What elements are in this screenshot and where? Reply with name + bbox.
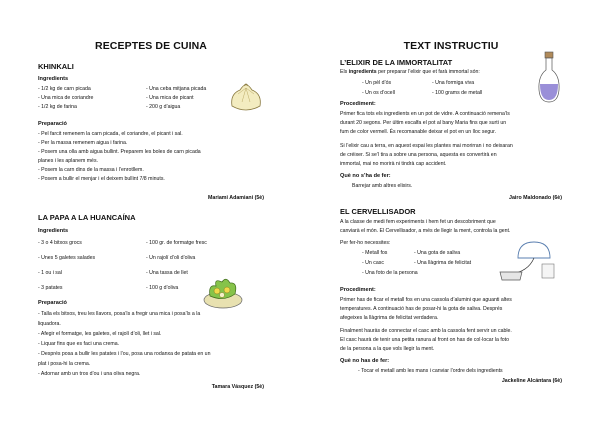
cervell-heading: EL CERVELLISADOR	[340, 207, 416, 216]
cervell-what-label: Què no has de fer:	[340, 358, 390, 364]
ingredient-item: - 1/2 kg de farina	[38, 104, 77, 110]
cervellisador-drawing	[498, 238, 562, 282]
prep-line: - Afegir el formatge, les galetes, el rajolí d’oli, llet i sal.	[38, 331, 162, 337]
papa-heading: LA PAPA A LA HUANCAÍNA	[38, 213, 136, 222]
ingredient-item: - 3 o 4 bitxos grocs	[38, 240, 82, 246]
ingredient-item: - Una gota de saliva	[414, 250, 461, 256]
left-column-title: RECEPTES DE CUINA	[95, 40, 207, 52]
ingredient-item: - Metall fos	[362, 250, 388, 256]
prep-line: - Després posa a bullir les patates i l’ou, posa una rodanxa de patata en un	[38, 351, 211, 357]
proc-line: temperatures. A continuació has de posar-hi la gota de saliva. Després	[340, 306, 503, 312]
prep-line: - Adornar amb un tros d’ou i una oliva negra.	[38, 371, 141, 377]
proc-line: Si l’elixir cau a terra, en aquest espai les plantes mai morirran i no deixaran	[340, 143, 513, 149]
intro-line: A la classe de medi fem experiments i hem fet un descobriment que	[340, 219, 496, 225]
papa-prep-label: Preparació	[38, 300, 67, 306]
proc-line: afegeixes la llàgrima de felicitat verdadera.	[340, 315, 439, 321]
elixir-bottle-drawing	[536, 50, 562, 104]
elixir-what: Barrejar amb altres elixirs.	[352, 183, 413, 189]
khinkali-prep-label: Preparació	[38, 121, 67, 127]
ingredient-item: - Una tassa de llet	[146, 270, 188, 276]
ingredient-item: - 1/2 kg de carn picada	[38, 86, 91, 92]
ingredient-item: - Un casc	[362, 260, 384, 266]
prep-line: - Posem una olla amb aigua bullint. Preparem les boles de carn picada	[38, 149, 201, 155]
ingredient-item: - 3 patates	[38, 285, 63, 291]
ingredient-item: - Una foto de la persona	[362, 270, 418, 276]
papa-dish-drawing	[202, 274, 244, 310]
prep-line: - Per la massa remenem aigua i farina.	[38, 140, 128, 146]
proc-line: de créixer. Si se’l tira a sobre una persona, aquesta es convertirà en	[340, 152, 497, 158]
ingredient-item: - 100 g d’oliva	[146, 285, 179, 291]
proc-line: Finalment hauràs de connectar el casc amb la cassola fent servir un cable.	[340, 328, 512, 334]
khinkali-heading: KHINKALI	[38, 62, 74, 71]
khinkali-ingredients-label: Ingredients	[38, 76, 69, 82]
prep-line: - Talla els bitxos, treu les llavors, posa’ls a fregir una mica i posa’ls a la	[38, 311, 201, 317]
ingredient-item: - Una mica de coriandre	[38, 95, 94, 101]
ingredient-item: - 100 grams de metall	[432, 90, 483, 96]
prep-line: liquadora.	[38, 321, 61, 327]
proc-line: fum de color vermell. És recomanable deixar el pot en un lloc segur.	[340, 129, 496, 135]
proc-line: El casc haurà de tenir una petita ranura al front on has de col·locar la foto	[340, 337, 509, 343]
prep-line: planes i les aplanem més.	[38, 158, 98, 164]
right-column-title: TEXT INSTRUCTIU	[403, 40, 499, 52]
cervell-need-label: Per fer-ho necessites:	[340, 240, 391, 246]
proc-line: Primer has de ficar el metall fos en una cassola d’alumini que aguanti altes	[340, 297, 512, 303]
ingredient-item: - Unes 5 galetes salades	[38, 255, 96, 261]
khinkali-author: Mariami Adamiani (5è)	[207, 195, 264, 201]
proc-line: immortal, mai no morirà ni tindrà cap accident.	[340, 161, 447, 167]
ingredient-item: - Una mica de picant	[146, 95, 194, 101]
ingredient-item: - 1 ou i sal	[38, 270, 62, 276]
proc-line: Primer fica tots els ingredients en un pot de vidre. A continuació remena’ls	[340, 111, 510, 117]
papa-author: Tamara Vásquez (5è)	[211, 384, 264, 390]
papa-ingredients-label: Ingredients	[38, 228, 69, 234]
prep-line: - Liquar fins que es faci una crema.	[38, 341, 120, 347]
ingredient-item: - Una llàgrima de felicitat	[414, 260, 472, 266]
intro-line: canviarà el món. El Cervellisador, a més de llegir la ment, controla la gent.	[340, 228, 511, 234]
prep-line: - Posem la carn dins de la massa i l’enrotllem.	[38, 167, 144, 173]
ingredient-item: - Un os d’ocell	[362, 90, 395, 96]
elixir-what-label: Què no s’ha de fer:	[340, 173, 391, 179]
prep-line: - Pel farcit remenem la carn picada, el coriandre, el picant i sal.	[38, 131, 183, 137]
cervell-what: - Tocar el metall amb les mans i canviar l’ordre dels ingredients	[358, 368, 503, 374]
elixir-heading: L’ELIXIR DE LA IMMORTALITAT	[340, 58, 453, 67]
elixir-author: Jairo Maldonado (6è)	[509, 195, 562, 201]
khinkali-drawing	[228, 82, 264, 114]
ingredient-item: - 100 gr. de formatge fresc	[146, 240, 207, 246]
proc-line: de la persona a la que vols llegir la ment.	[340, 346, 435, 352]
proc-line: durant 20 segons. Per últim escalfa el pot al bany Maria fins que surti un	[340, 120, 507, 126]
left-column	[38, 0, 264, 424]
prep-line: - Posem a bullir el menjar i el deixem bullint 7/8 minuts.	[38, 176, 165, 182]
right-column	[340, 0, 562, 424]
ingredient-item: - Un pèl d’ós	[362, 80, 392, 86]
cervell-author: Jackeline Alcántara (6è)	[501, 378, 562, 384]
ingredient-item: - Una formiga viva	[432, 80, 475, 86]
ingredient-item: - Una ceba mitjana picada	[146, 86, 207, 92]
elixir-intro: Els ingredients per preparar l’elixir que et farà immortal són:	[340, 69, 480, 75]
cervell-proc-label: Procediment:	[340, 287, 376, 293]
ingredient-item: - 200 g d’aigua	[146, 104, 181, 110]
elixir-proc-label: Procediment:	[340, 101, 376, 107]
ingredient-item: - Un rajolí d’oli d’oliva	[146, 255, 196, 261]
prep-line: plat i posa-hi la crema.	[38, 361, 91, 367]
